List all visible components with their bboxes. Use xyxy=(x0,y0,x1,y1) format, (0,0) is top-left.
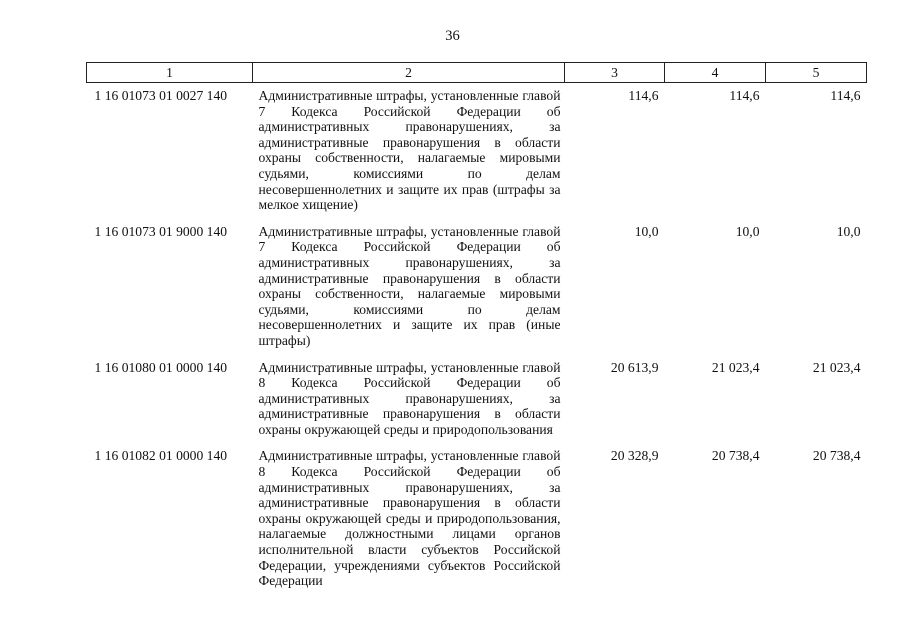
table-row xyxy=(87,443,867,594)
header-col-1: 1 xyxy=(87,63,253,83)
amount-col-3: 20 613,9 xyxy=(610,359,659,375)
table-row xyxy=(87,219,867,355)
amount-col-3: 114,6 xyxy=(628,88,659,103)
amount-col-4: 20 738,4 xyxy=(711,448,760,464)
amount-col-5: 21 023,4 xyxy=(812,359,861,375)
header-col-5: 5 xyxy=(766,63,867,83)
revenue-description: Административные штрафы, установленные главой 8 Кодекса Российской Федерации об административных правонарушениях, за административные правонарушения в области охраны окружающей среды и природопользования xyxy=(258,359,561,437)
amount-col-5: 114,6 xyxy=(830,88,861,103)
classification-code: 1 16 01082 01 0000 140 xyxy=(94,448,228,464)
amount-col-3: 10,0 xyxy=(634,223,659,239)
amount-col-4: 114,6 xyxy=(729,88,760,103)
page-number: 36 xyxy=(445,28,460,44)
classification-code: 1 16 01073 01 0027 140 xyxy=(94,88,228,103)
table-body xyxy=(87,83,867,595)
revenue-description: Административные штрафы, установленные главой 7 Кодекса Российской Федерации об административных правонарушениях, за административные правонарушения в области охраны собственности, налагаемые мировыми судьями, комиссиями по делам несовершеннолетних и защите их прав (штрафы за мелкое хищение) xyxy=(258,88,561,213)
amount-col-4: 21 023,4 xyxy=(711,359,760,375)
amount-col-3: 20 328,9 xyxy=(610,448,659,464)
revenue-description: Административные штрафы, установленные главой 7 Кодекса Российской Федерации об административных правонарушениях, за административные правонарушения в области охраны собственности, налагаемые мировыми судьями, комиссиями по делам несовершеннолетних и защите их прав (иные штрафы) xyxy=(258,223,561,348)
amount-col-4: 10,0 xyxy=(735,223,760,239)
table-row xyxy=(87,355,867,444)
table-row xyxy=(87,83,867,219)
budget-table xyxy=(86,62,867,595)
classification-code: 1 16 01080 01 0000 140 xyxy=(94,359,228,375)
revenue-description: Административные штрафы, установленные главой 8 Кодекса Российской Федерации об административных правонарушениях, за административные правонарушения в области охраны окружающей среды и природопользования, налагаемые должностными лицами органов исполнительной власти субъектов Российской Федерации, учреждениями субъектов Российской Федерации xyxy=(258,448,561,589)
header-row xyxy=(87,63,867,83)
header-col-2: 2 xyxy=(253,63,565,83)
header-col-4: 4 xyxy=(665,63,766,83)
classification-code: 1 16 01073 01 9000 140 xyxy=(94,223,228,239)
amount-col-5: 20 738,4 xyxy=(812,448,861,464)
header-col-3: 3 xyxy=(565,63,665,83)
amount-col-5: 10,0 xyxy=(836,223,861,239)
table-header xyxy=(87,63,867,83)
